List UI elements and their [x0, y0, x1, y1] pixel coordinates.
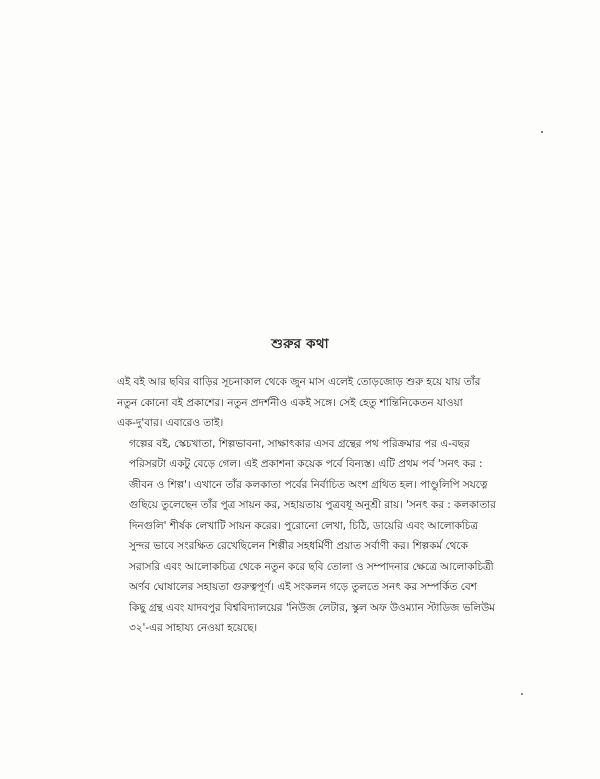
- text-line: নতুন কোনো বই প্রকাশের। নতুন প্রদর্শনীও একই সঙ্গে। সেই হেতু শান্তিনিকেতন যাওয়া: [117, 396, 463, 409]
- page-heading: শুরুর কথা: [271, 336, 329, 352]
- text-line: ৩২'-এর সাহায্য নেওয়া হয়েছে।: [129, 622, 258, 634]
- text-line: গল্পের বই, স্কেচখাতা, শিল্পভাবনা, সাক্ষাৎকার এসব গ্রন্থের পথ পরিক্রমার পর এ-বছর: [129, 437, 470, 450]
- text-line: গুছিয়ে তুলেছেন তাঁর পুত্র সায়ন কর, সহায়তায় পুত্রবধূ অনুশ্রী রায়। 'সনৎ কর : কলকাতার: [129, 499, 496, 511]
- text-line: দিনগুলি' শীর্ষক লেখাটি সায়ন করের। পুরোনো লেখা, চিঠি, ডায়েরি এবং আলোকচিত্র: [129, 519, 478, 532]
- paper-speck: [521, 693, 523, 695]
- paragraph-1: [117, 372, 497, 434]
- paragraph-2: [117, 434, 497, 639]
- text-line: জীবন ও শিল্প'। এখানে তাঁর কলকাতা পর্বের নির্বাচিত অংশ গ্রথিত হল। পাণ্ডুলিপি সযত্নে: [129, 478, 488, 491]
- text-line: অর্ণব ঘোষালের সহায়তা গুরুত্বপূর্ণ। এই সংকলন গড়ে তুলতে সনৎ কর সম্পর্কিত বেশ: [129, 581, 477, 593]
- text-line: এই বই আর ছবির বাড়ির সূচনাকাল থেকে জুন মাস এলেই তোড়জোড় শুরু হয়ে যায় তাঁর: [117, 376, 481, 388]
- text-line: সরাসরি এবং আলোকচিত্র থেকে নতুন করে ছবি তোলা ও সম্পাদনার ক্ষেত্রে আলোকচিত্রী: [129, 560, 494, 573]
- paper-speck: [541, 131, 543, 133]
- text-line: সুন্দর ভাবে সংরক্ষিত রেখেছিলেন শিল্পীর সহধর্মিণী প্রয়াত সর্বাণী কর। শিল্পকর্ম থেকে: [129, 540, 468, 552]
- text-line: পরিসরটা একটু বেড়ে গেল। এই প্রকাশনা কয়েক পর্বে বিন্যস্ত। এটি প্রথম পর্ব 'সনৎ কর :: [129, 458, 483, 470]
- text-line: এক-দু'বার। এবারেও তাই।: [117, 417, 224, 429]
- text-line: কিছু গ্রন্থ এবং যাদবপুর বিশ্ববিদ্যালয়ের 'নিউজ লেটার, স্কুল অফ উওম্যান স্টাডিজ ভলিউম: [129, 601, 495, 614]
- preface-body: [117, 372, 497, 639]
